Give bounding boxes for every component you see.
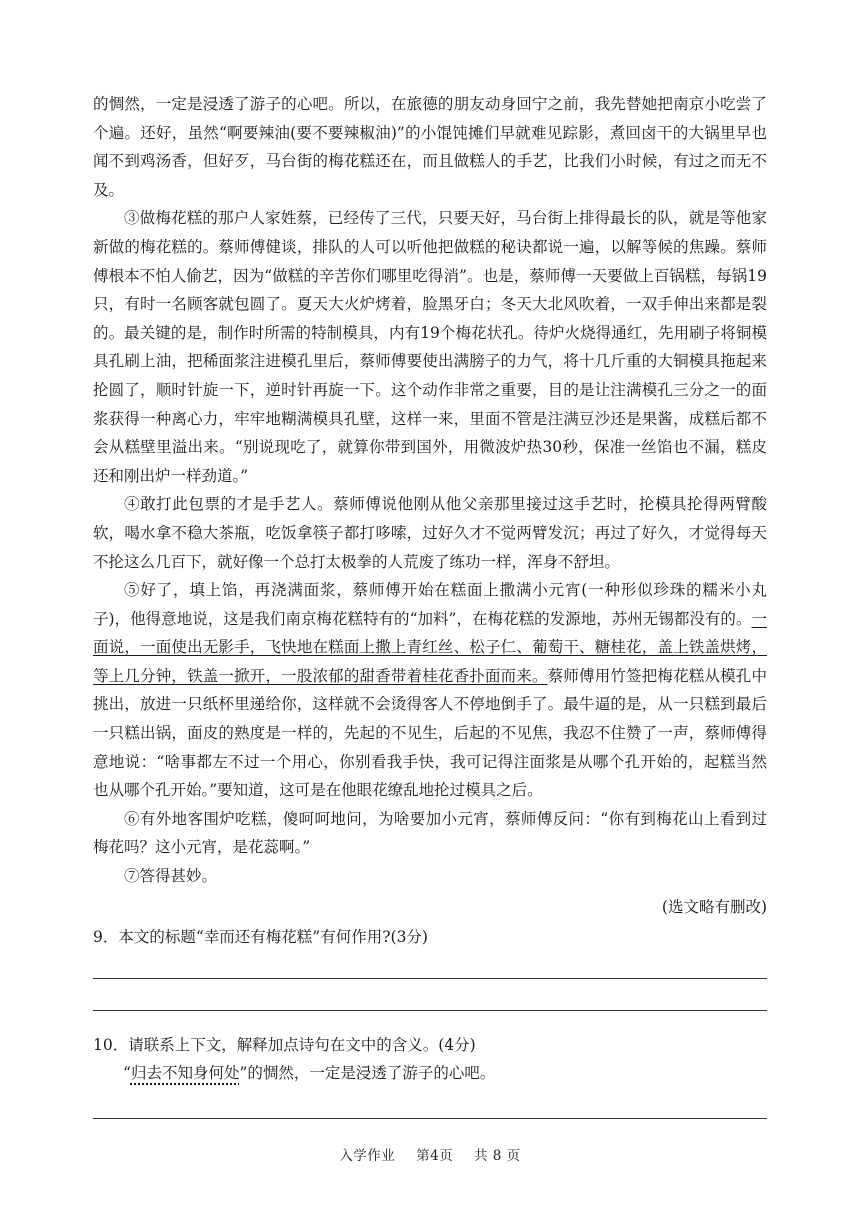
paragraph-6: ⑥有外地客围炉吃糕，傻呵呵地问，为啥要加小元宵，蔡师傅反问：“你有到梅花山上看到过梅花吗？这小元宵，是花蕊啊。” bbox=[93, 809, 767, 857]
footer-total-pages: 共 8 页 bbox=[474, 1148, 521, 1164]
footer-label: 入学作业 bbox=[339, 1148, 396, 1164]
paragraph-5-intro: ⑤好了，填上馅，再浇满面浆，蔡师傅开始在糕面上撒满小元宵(一种形似珍珠的糯米小丸子)，他得意地说，这是我们南京梅花糕特有的“加料”，在梅花糕的发源地，苏州无锡都没有的。 bbox=[93, 581, 767, 628]
paragraph-7: ⑦答得甚妙。 bbox=[124, 867, 218, 886]
paragraph-3: ③做梅花糕的那户人家姓蔡，已经传了三代，只要天好，马台街上排得最长的队，就是等他家新做的梅花糕的。蔡师傅健谈，排队的人可以听他把做糕的秘诀都说一遍，以解等候的焦躁。蔡师傅根本不怕人偷艺，因为“做糕的辛苦你们哪里吃得消”。也是，蔡师傅一天要做上百锅糕，每锅19只，有时一名顾客就包圆了。夏天大火炉烤着，脸黑牙白；冬天大北风吹着，一双手伸出来都是裂的。最关键的是，制作时所需的特制模具，内有19个梅花状孔。待炉火烧得通红，先用刷子将铜模具孔刷上油，把稀面浆注进模孔里后，蔡师傅要使出满膀子的力气，将十几斤重的大铜模具拖起来抡圆了，顺时针旋一下，逆时针再旋一下。这个动作非常之重要，目的是让注满模孔三分之一的面浆获得一种离心力，牢牢地糊满模具孔壁，这样一来，里面不管是注满豆沙还是果酱，成糕后都不会从糕壁里溢出来。“别说现吃了，就算你带到国外，用微波炉热30秒，保准一丝馅也不漏，糕皮还和刚出炉一样劲道。” bbox=[93, 209, 767, 485]
paragraph-2-tail: 的惆然，一定是浸透了游子的心吧。所以，在旅德的朋友动身回宁之前，我先替她把南京小吃尝了个遍。还好，虽然“啊要辣油(要不要辣椒油)”的小馄饨摊们早就难见踪影，煮回卤干的大锅里早也闻不到鸡汤香，但好歹，马台街的梅花糕还在，而且做糕人的手艺，比我们小时候，有过之而无不及。 bbox=[93, 95, 767, 199]
dotted-poem-line: 归去不知身何处 bbox=[130, 1064, 240, 1083]
paragraph-5 bbox=[93, 576, 767, 805]
answer-line-q10[interactable] bbox=[93, 1118, 767, 1119]
paragraph-5-rest: 蔡师傅用竹签把梅花糕从模孔中挑出，放进一只纸杯里递给你，这样就不会烫得客人不停地倒手了。最牛逼的是，从一只糕到最后一只糕出锅，面皮的熟度是一样的，先起的不见生，后起的不见焦，我忍不住赞了一声，蔡师傅得意地说：“啥事都左不过一个用心，你别看我手快，我可记得注面浆是从哪个孔开始的，起糕当然也从哪个孔开始。”要知道，这可是在他眼花缭乱地抡过模具之后。 bbox=[93, 666, 767, 800]
question-9: 9．本文的标题“幸而还有梅花糕”有何作用?(3分) bbox=[93, 928, 428, 947]
paragraph-4: ④敢打此包票的才是手艺人。蔡师傅说他刚从他父亲那里接过这手艺时，抡模具抡得两臂酸软，喝水拿不稳大茶瓶，吃饭拿筷子都打哆嗦，过好久才不觉两臂发沉；再过了好久，才觉得每天不抡这么几百下，就好像一个总打太极拳的人荒废了练功一样，浑身不舒坦。 bbox=[93, 495, 767, 571]
underlined-sentence: 一面说，一面使出无影手，飞快地在糕面上撒上青红丝、松子仁、葡萄干、糖桂花，盖上铁盖烘烤，等上几分钟，铁盖一掀开，一股浓郁的甜香带着桂花香扑面而来。 bbox=[93, 609, 767, 685]
reading-passage bbox=[93, 90, 767, 1119]
question-10-quote: “归去不知身何处”的惆然，一定是浸透了游子的心吧。 bbox=[123, 1064, 496, 1083]
page-footer bbox=[0, 1144, 860, 1164]
source-note: (选文略有删改) bbox=[661, 897, 767, 916]
footer-page-number: 第4页 bbox=[416, 1148, 454, 1164]
question-10: 10．请联系上下文，解释加点诗句在文中的含义。(4分) bbox=[93, 1035, 476, 1054]
